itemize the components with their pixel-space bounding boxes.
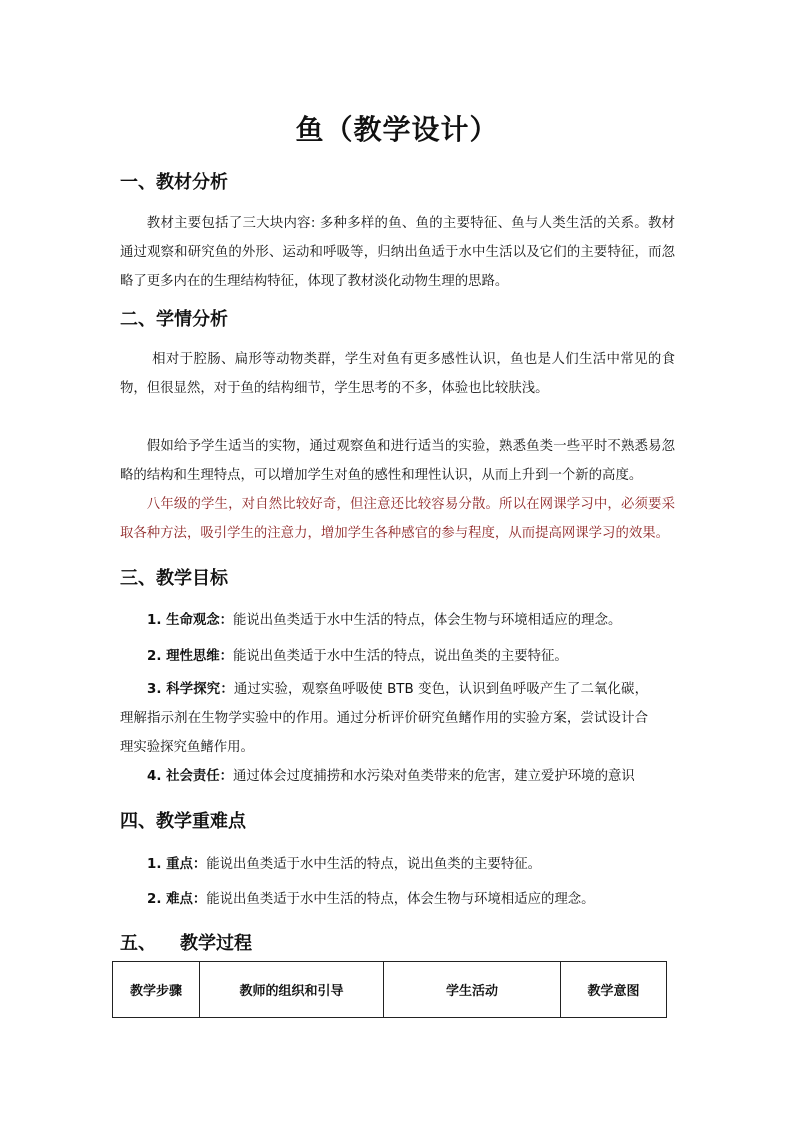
section-heading-students: 二、学情分析	[120, 309, 228, 330]
objective-label: 3. 科学探究：	[147, 682, 234, 697]
objective-label: 4. 社会责任：	[147, 769, 234, 784]
materials-paragraph: 教材主要包括了三大块内容: 多种多样的鱼、鱼的主要特征、鱼与人类生活的关系。教材通过观察和研究鱼的外形、运动和呼吸等，归纳出鱼适于水中生活以及它们的主要特征，而忽略了更多内在的生理结构特征，体现了教材淡化动物生理的思路。	[120, 216, 675, 289]
table-header-cell: 教师的组织和引导	[200, 962, 384, 1018]
objective-text: 能说出鱼类适于水中生活的特点，体会生物与环境相适应的理念。	[233, 613, 622, 628]
students-paragraph-1: 相对于腔肠、扁形等动物类群，学生对鱼有更多感性认识，鱼也是人们生活中常见的食物，但很显然，对于鱼的结构细节，学生思考的不多，体验也比较肤浅。	[120, 352, 675, 396]
objective-label: 2. 理性思维：	[147, 649, 234, 664]
table-header-cell: 教学意图	[561, 962, 667, 1018]
key-point-text: 能说出鱼类适于水中生活的特点，体会生物与环境相适应的理念。	[206, 892, 595, 907]
key-point-item	[147, 888, 595, 907]
objective-label: 1. 生命观念：	[147, 613, 234, 628]
objective-item	[147, 609, 621, 628]
section-number: 五、	[120, 933, 156, 954]
objective-text: 能说出鱼类适于水中生活的特点，说出鱼类的主要特征。	[233, 649, 568, 664]
objective-item	[147, 645, 568, 664]
section-heading-materials: 一、教材分析	[120, 172, 228, 193]
objective-item	[120, 675, 648, 762]
key-point-label: 1. 重点：	[147, 857, 207, 872]
students-paragraph-3: 八年级的学生，对自然比较好奇，但注意还比较容易分散。所以在网课学习中，必须要采取各种方法，吸引学生的注意力，增加学生各种感官的参与程度，从而提高网课学习的效果。	[120, 497, 675, 541]
table-header-cell: 学生活动	[384, 962, 561, 1018]
section-heading-objectives: 三、教学目标	[120, 568, 228, 589]
key-point-label: 2. 难点：	[147, 892, 207, 907]
table-header-cell: 教学步骤	[113, 962, 200, 1018]
students-paragraph-2: 假如给予学生适当的实物，通过观察鱼和进行适当的实验，熟悉鱼类一些平时不熟悉易忽略的结构和生理特点，可以增加学生对鱼的感性和理性认识，从而上升到一个新的高度。	[120, 439, 675, 483]
objective-text: 通过实验，观察鱼呼吸使 BTB 变色，认识到鱼呼吸产生了二氧化碳，理解指示剂在生物学实验中的作用。通过分析评价研究鱼鳍作用的实验方案，尝试设计合理实验探究鱼鳍作用。	[120, 682, 648, 755]
section-heading-process	[120, 929, 252, 955]
page-title: 鱼（教学设计）	[295, 113, 499, 146]
objective-item	[147, 765, 635, 784]
objective-text: 通过体会过度捕捞和水污染对鱼类带来的危害，建立爱护环境的意识	[233, 769, 635, 784]
teaching-process-table	[112, 961, 667, 1018]
section-title: 教学过程	[180, 933, 252, 954]
key-point-text: 能说出鱼类适于水中生活的特点，说出鱼类的主要特征。	[206, 857, 542, 872]
section-heading-key-points: 四、教学重难点	[120, 811, 246, 832]
key-point-item	[147, 853, 541, 872]
table-header-row	[113, 962, 667, 1018]
